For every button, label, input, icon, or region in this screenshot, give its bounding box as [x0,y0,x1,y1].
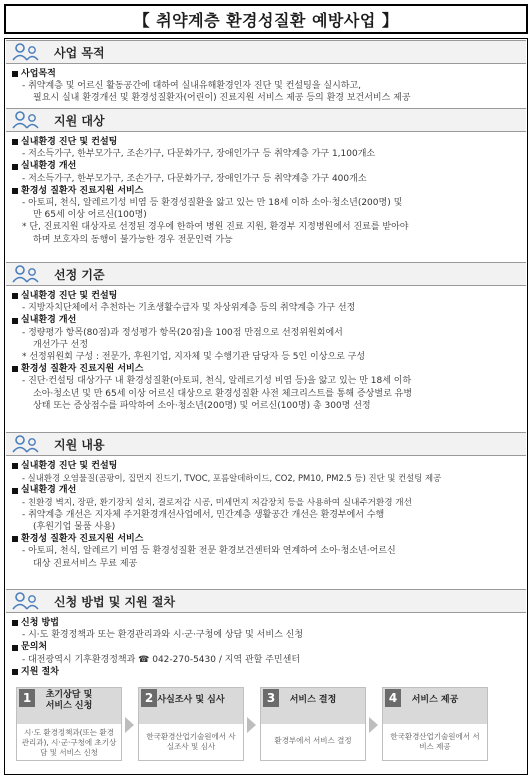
process-step [138,687,244,761]
section-header-apply [6,589,526,613]
block-heading: 실내환경 개선 [12,160,524,172]
arrow-right-icon [369,717,378,733]
text-line: - 지방자치단체에서 추천하는 기초생활수급자 및 차상위계층 등의 취약계층 가구 선정 [22,303,356,314]
text-line: 필요시 실내 환경개선 및 환경성질환자(어린이) 진료지원 서비스 제공 등의 환경 보건서비스 제공 [33,93,411,104]
section-header-criteria [6,262,526,286]
people-icon [6,433,46,455]
text-line: 개선가구 선정 [33,339,89,350]
block-heading: 실내환경 진단 및 컨설팅 [12,136,524,148]
section-title: 사업 목적 [54,45,105,60]
section-title: 지원 내용 [54,437,105,452]
text-line: - 진단·컨설팅 대상가구 내 환경성질환(아토피, 천식, 알레르기성 비염 등)을 앓고 있는 만 18세 이하 [22,376,412,387]
block-heading: 실내환경 개선 [12,484,524,496]
text-line: 상태 또는 증상점수를 파악하여 소아·청소년(200명) 및 어르신(100명) 총 300명 선정 [33,400,371,411]
section-body-apply [12,617,524,678]
text-line: 대상 진료서비스 무료 제공 [33,558,138,569]
section-body-target [12,136,524,246]
step-description: 환경부에서 서비스 결정 [274,736,352,745]
text-line: - 정량평가 항목(80점)과 정성평가 항목(20점)을 100점 만점으로 선정위원회에서 [22,327,343,338]
section-body-criteria [12,290,524,412]
section-title: 신청 방법 및 지원 절차 [54,594,176,609]
block-heading: 환경성 질환자 진료지원 서비스 [12,363,524,375]
block-heading: 실내환경 개선 [12,314,524,326]
block-heading: 문의처 [12,641,524,653]
text-line: - 취약계층 개선은 지자체 주거환경개선사업에서, 민간계층 생활공간 개선은 환경부에서 수행 [22,509,385,520]
text-line: * 선정위원회 구성 : 전문가, 후원기업, 지자체 및 수행기관 담당자 등 5인 이상으로 구성 [22,352,366,363]
block-heading: 실내환경 진단 및 컨설팅 [12,460,524,472]
step-description: 한국환경산업기술원에서 서비스 제공 [390,732,480,751]
text-line: - 친환경 벽지, 장판, 환기장치 설치, 결로저감 시공, 미세먼지 저감장치 등을 사용하여 실내주거환경 개선 [22,497,412,508]
people-icon [6,41,46,63]
step-description: 시·도 환경정책과(또는 환경관리과), 시·군·구청에 초기상담 및 서비스 신청 [21,728,117,757]
people-icon [6,590,46,612]
step-number: 2 [141,689,157,707]
section-header-support [6,432,526,456]
text-line: - 취약계층 및 어르신 활동공간에 대하여 실내유해환경인자 진단 및 컨설팅을 실시하고, [22,81,362,92]
text-line: - 아토피, 천식, 알레르기 비염 등 환경성질환 전문 환경보건센터와 연계하여 소아·청소년·어르신 [22,546,396,557]
process-step [260,687,366,761]
text-line: (후원기업 물품 사용) [33,522,116,533]
text-line: - 시·도 환경정책과 또는 환경관리과와 시·군·구청에 상담 및 서비스 신청 [22,630,304,641]
people-icon [6,109,46,131]
section-body-purpose [12,68,524,105]
arrow-right-icon [125,717,134,733]
text-line: - 대전광역시 기후환경정책과 ☎ 042-270-5430 / 지역 관할 주민센터 [22,654,301,665]
page-title: 【 취약계층 환경성질환 예방사업 】 [4,4,528,34]
block-heading: 지원 절차 [12,666,524,678]
process-step [16,687,122,761]
process-steps [16,687,516,761]
step-title: 서비스 제공 [411,695,459,705]
text-line: - 저소득가구, 한부모가구, 조손가구, 다문화가구, 장애인가구 등 취약계층 가구 1,100개소 [22,149,376,160]
step-description: 한국환경산업기술원에서 사실조사 및 심사 [146,732,236,751]
block-heading: 환경성 질환자 진료지원 서비스 [12,185,524,197]
text-line: - 실내환경 오염물질(곰팡이, 집먼지 진드기, TVOC, 포름알데하이드, CO2, PM10, PM2.5 등) 진단 및 컨설팅 제공 [22,473,442,484]
step-title: 초기상담 및 서비스 신청 [45,690,93,711]
section-title: 지원 대상 [54,113,105,128]
text-line: - 아토피, 천식, 알레르기성 비염 등 환경성질환을 앓고 있는 만 18세 이하 소아·청소년(200명) 및 [22,198,403,209]
text-line: 하며 보호자의 동행이 불가능한 경우 전문인력 가능 [33,234,233,245]
section-header-purpose [6,40,526,64]
section-header-target [6,108,526,132]
people-icon [6,263,46,285]
step-number: 3 [263,689,279,707]
block-heading: 실내환경 진단 및 컨설팅 [12,290,524,302]
step-number: 4 [385,689,401,707]
text-line: - 저소득가구, 한부모가구, 조손가구, 다문화가구, 장애인가구 등 취약계층 가구 400개소 [22,173,367,184]
text-line: * 단, 진료지원 대상자로 선정된 경우에 한하여 병원 진료 지원, 환경부 지정병원에서 진료를 받아야 [22,222,409,233]
block-heading: 사업목적 [12,68,524,80]
block-heading: 신청 방법 [12,617,524,629]
arrow-right-icon [247,717,256,733]
text-line: 만 65세 이상 어르신(100명) [33,210,147,221]
step-title: 사실조사 및 심사 [157,695,225,705]
section-title: 선정 기준 [54,267,105,282]
process-step [382,687,488,761]
step-title: 서비스 결정 [289,695,337,705]
text-line: 소아·청소년 및 만 65세 이상 어르신 대상으로 환경성질환 사전 체크리스트를 통해 증상별로 유병 [33,388,413,399]
section-body-support [12,460,524,570]
block-heading: 환경성 질환자 진료지원 서비스 [12,533,524,545]
step-number: 1 [19,689,35,707]
